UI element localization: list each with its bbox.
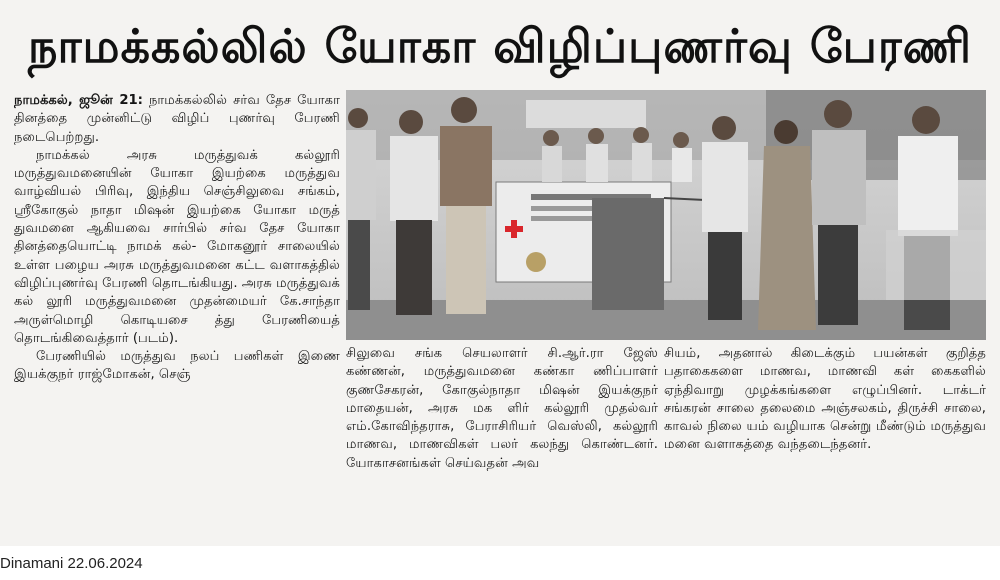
lead-text: நாமக்கல்லில் சர்வ தேச யோகா தினத்தை முன்னிட்டு விழிப் புணர்வு பேரணி நடைபெற்றது. [14,93,340,145]
column-3-text: சியம், அதனால் கிடைக்கும் பயன்கள் குறித்த பதாகைகளை மாணவ, மாணவி கள் கைகளில் ஏந்திவாறு முழக்கங்களை எழுப்பினர். டாக்டர் சங்கரன் சாலை தலைமை அஞ்சலகம், திருச்சி சாலை, காவல் நிலை யம் வழியாக சென்று மீண்டும் மருத்துவ மனை வளாகத்தை வந்தடைந்தனர். [664,346,986,453]
article-column-2 [346,345,658,540]
column-2-text: சிலுவை சங்க செயலாளர் சி.ஆர்.ரா ஜேஸ் கண்ணன், மருத்துவமனை கண்கா ணிப்பாளர் குணசேகரன், கோகுல்நாதா மிஷன் இயக்குநர் மாதையன், அரசு மக ளிர் கல்லூரி முதல்வர் எம்.கோவிந்தராசு, பேராசிரியர் வெஸ்லி, கல்லூரி மாணவ, மாணவிகள் பலர் கலந்து கொண்டனர். யோகாசனங்கள் செய்வதன் அவ [346,346,658,471]
article-column-1 [14,92,340,540]
rally-photo-illustration [346,90,986,340]
source-caption: Dinamani 22.06.2024 [0,555,143,572]
paragraph-3-start: பேரணியில் மருத்துவ நலப் பணிகள் இணை இயக்குநர் ராஜ்மோகன், செஞ் [14,349,340,383]
article-column-3 [664,345,986,540]
paragraph-2: நாமக்கல் அரசு மருத்துவக் கல்லூரி மருத்துவமனையின் யோகா இயற்கை மருத்துவ வாழ்வியல் பிரிவு, இந்திய செஞ்சிலுவை சங்கம், ஸ்ரீகோகுல் நாதா மிஷன் இயற்கை யோகா மருத் துவமனை ஆகியவை சார்பில் சர்வ தேச யோகா தினத்தையொட்டி நாமக் கல்- மோகனூர் சாலையில் உள்ள பழைய அரசு மருத்துவமனை கட்ட வளாகத்தில் விழிப்புணர்வு பேரணி தொடங்கியது. அரசு மருத்துவக் கல் லூரி மருத்துவமனை முதன்மையர் கே.சாந்தா அருள்மொழி கொடியசை த்து பேரணியைத் தொடங்கிவைத்தார் (படம்). [14,147,340,346]
headline: நாமக்கல்லில் யோகா விழிப்புணர்வு பேரணி [28,19,972,73]
lead-paragraph [14,92,340,147]
dateline: நாமக்கல், ஜூன் 21: [14,93,143,108]
news-photo [346,90,986,340]
